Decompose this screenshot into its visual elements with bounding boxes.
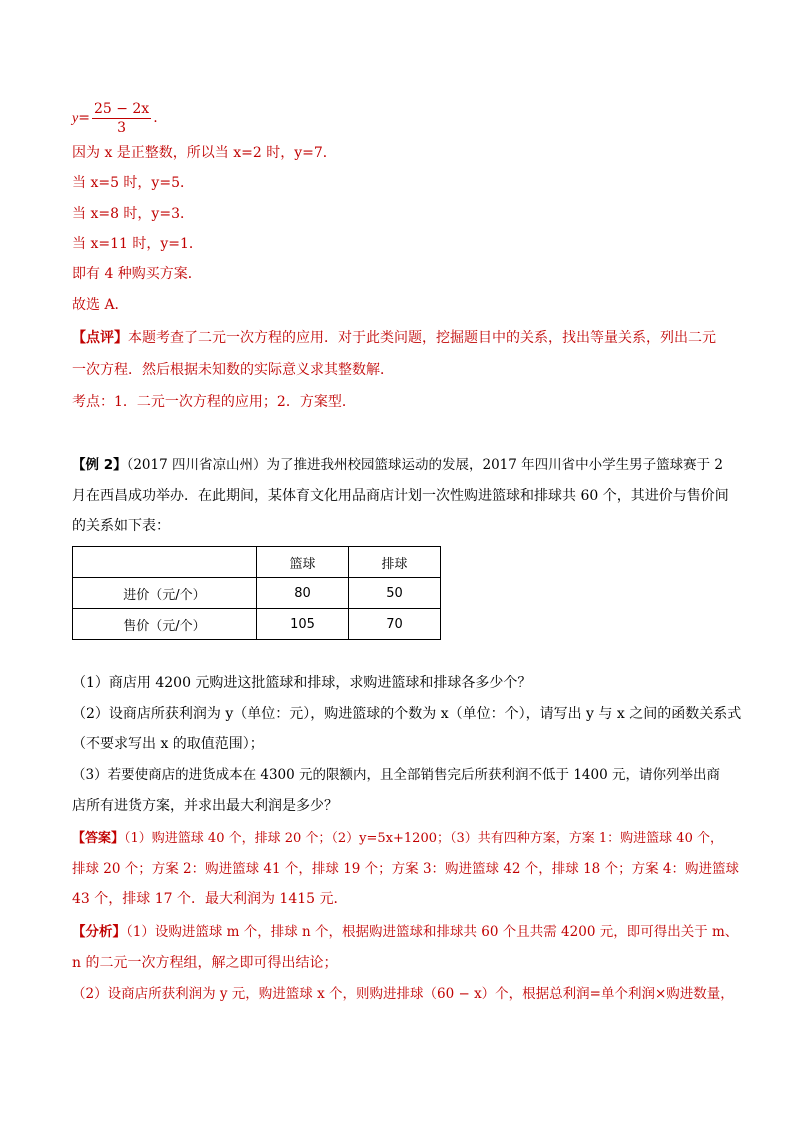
question-1: （1）商店用 4200 元购进这批篮球和排球，求购进篮球和排球各多少个？ bbox=[72, 675, 532, 691]
example-line-3: 的关系如下表： bbox=[72, 518, 170, 534]
solution-line-3: 当 x=8 时，y=3． bbox=[72, 206, 194, 222]
example-tag: 【例 2】 bbox=[72, 457, 127, 473]
solution-line-5: 即有 4 种购买方案． bbox=[72, 266, 202, 282]
solution-line-2: 当 x=5 时，y=5． bbox=[72, 175, 194, 191]
table-cell: 70 bbox=[349, 609, 441, 640]
fraction-numerator: 25 − 2x bbox=[93, 100, 150, 117]
table-header-row bbox=[73, 547, 441, 578]
question-3-line-1: （3）若要使商店的进货成本在 4300 元的限额内，且全部销售完后所获利润不低于 1400 元，请你列举出商 bbox=[72, 767, 720, 783]
comment-tag: 【点评】 bbox=[72, 330, 128, 346]
table-cell: 50 bbox=[349, 578, 441, 609]
question-3-line-2: 店所有进货方案，并求出最大利润是多少？ bbox=[72, 798, 338, 814]
example-line-2: 月在西昌成功举办．在此期间，某体育文化用品商店计划一次性购进篮球和排球共 60 个，其进价与售价间 bbox=[72, 488, 729, 504]
answer-tag: 【答案】 bbox=[72, 831, 125, 846]
points-line: 考点：1．二元一次方程的应用；2．方案型． bbox=[72, 394, 356, 410]
analysis-tag: 【分析】 bbox=[72, 924, 126, 940]
formula-line bbox=[72, 98, 158, 139]
solution-line-6: 故选 A． bbox=[72, 297, 129, 313]
formula-period: . bbox=[153, 110, 158, 126]
table-row bbox=[73, 578, 441, 609]
table-header-cell: 篮球 bbox=[257, 547, 349, 578]
formula-var: y bbox=[72, 111, 79, 126]
comment-line-2: 一次方程．然后根据未知数的实际意义求其整数解． bbox=[72, 362, 394, 378]
example-line-1 bbox=[72, 455, 723, 475]
analysis-line-3: （2）设商店所获利润为 y 元，购进篮球 x 个，则购进排球（60 − x）个，根据总利润=单个利润×购进数量， bbox=[72, 986, 734, 1002]
fraction-denominator: 3 bbox=[117, 119, 127, 136]
table-cell: 进价（元/个） bbox=[73, 578, 257, 609]
comment-text-1: 本题考查了二元一次方程的应用．对于此类问题，挖掘题目中的关系，找出等量关系，列出二元 bbox=[128, 330, 716, 346]
table-cell: 80 bbox=[257, 578, 349, 609]
analysis-line-2: n 的二元一次方程组，解之即可得出结论； bbox=[72, 955, 338, 971]
table-cell: 售价（元/个） bbox=[73, 609, 257, 640]
table-cell: 105 bbox=[257, 609, 349, 640]
formula-equals: = bbox=[78, 110, 90, 126]
comment-line-1 bbox=[72, 328, 716, 348]
answer-line-3: 43 个，排球 17 个．最大利润为 1415 元． bbox=[72, 891, 348, 907]
analysis-text-1: （1）设购进篮球 m 个，排球 n 个，根据购进篮球和排球共 60 个且共需 4200 元，即可得出关于 m、 bbox=[126, 924, 739, 940]
table-row bbox=[73, 609, 441, 640]
answer-line-2: 排球 20 个；方案 2：购进篮球 41 个，排球 19 个；方案 3：购进篮球 42 个，排球 18 个；方案 4：购进篮球 bbox=[72, 861, 739, 877]
question-2-line-2: （不要求写出 x 的取值范围）； bbox=[72, 736, 264, 752]
answer-line-1 bbox=[72, 829, 723, 849]
question-2-line-1: （2）设商店所获利润为 y（单位：元），购进篮球的个数为 x（单位：个），请写出 y 与 x 之间的函数关系式 bbox=[72, 706, 742, 722]
answer-text-1: （1）购进篮球 40 个，排球 20 个；（2）y=5x+1200；（3）共有四种方案，方案 1：购进篮球 40 个， bbox=[124, 831, 723, 846]
example-text-1: （2017 四川省凉山州）为了推进我州校园篮球运动的发展，2017 年四川省中小学生男子篮球赛于 2 bbox=[126, 457, 724, 473]
table-header-cell: 排球 bbox=[349, 547, 441, 578]
solution-line-1: 因为 x 是正整数，所以当 x=2 时，y=7． bbox=[72, 145, 337, 161]
table-header-cell bbox=[73, 547, 257, 578]
formula-fraction bbox=[92, 100, 151, 137]
price-table bbox=[72, 546, 441, 640]
solution-line-4: 当 x=11 时，y=1． bbox=[72, 236, 203, 252]
analysis-line-1 bbox=[72, 922, 738, 942]
